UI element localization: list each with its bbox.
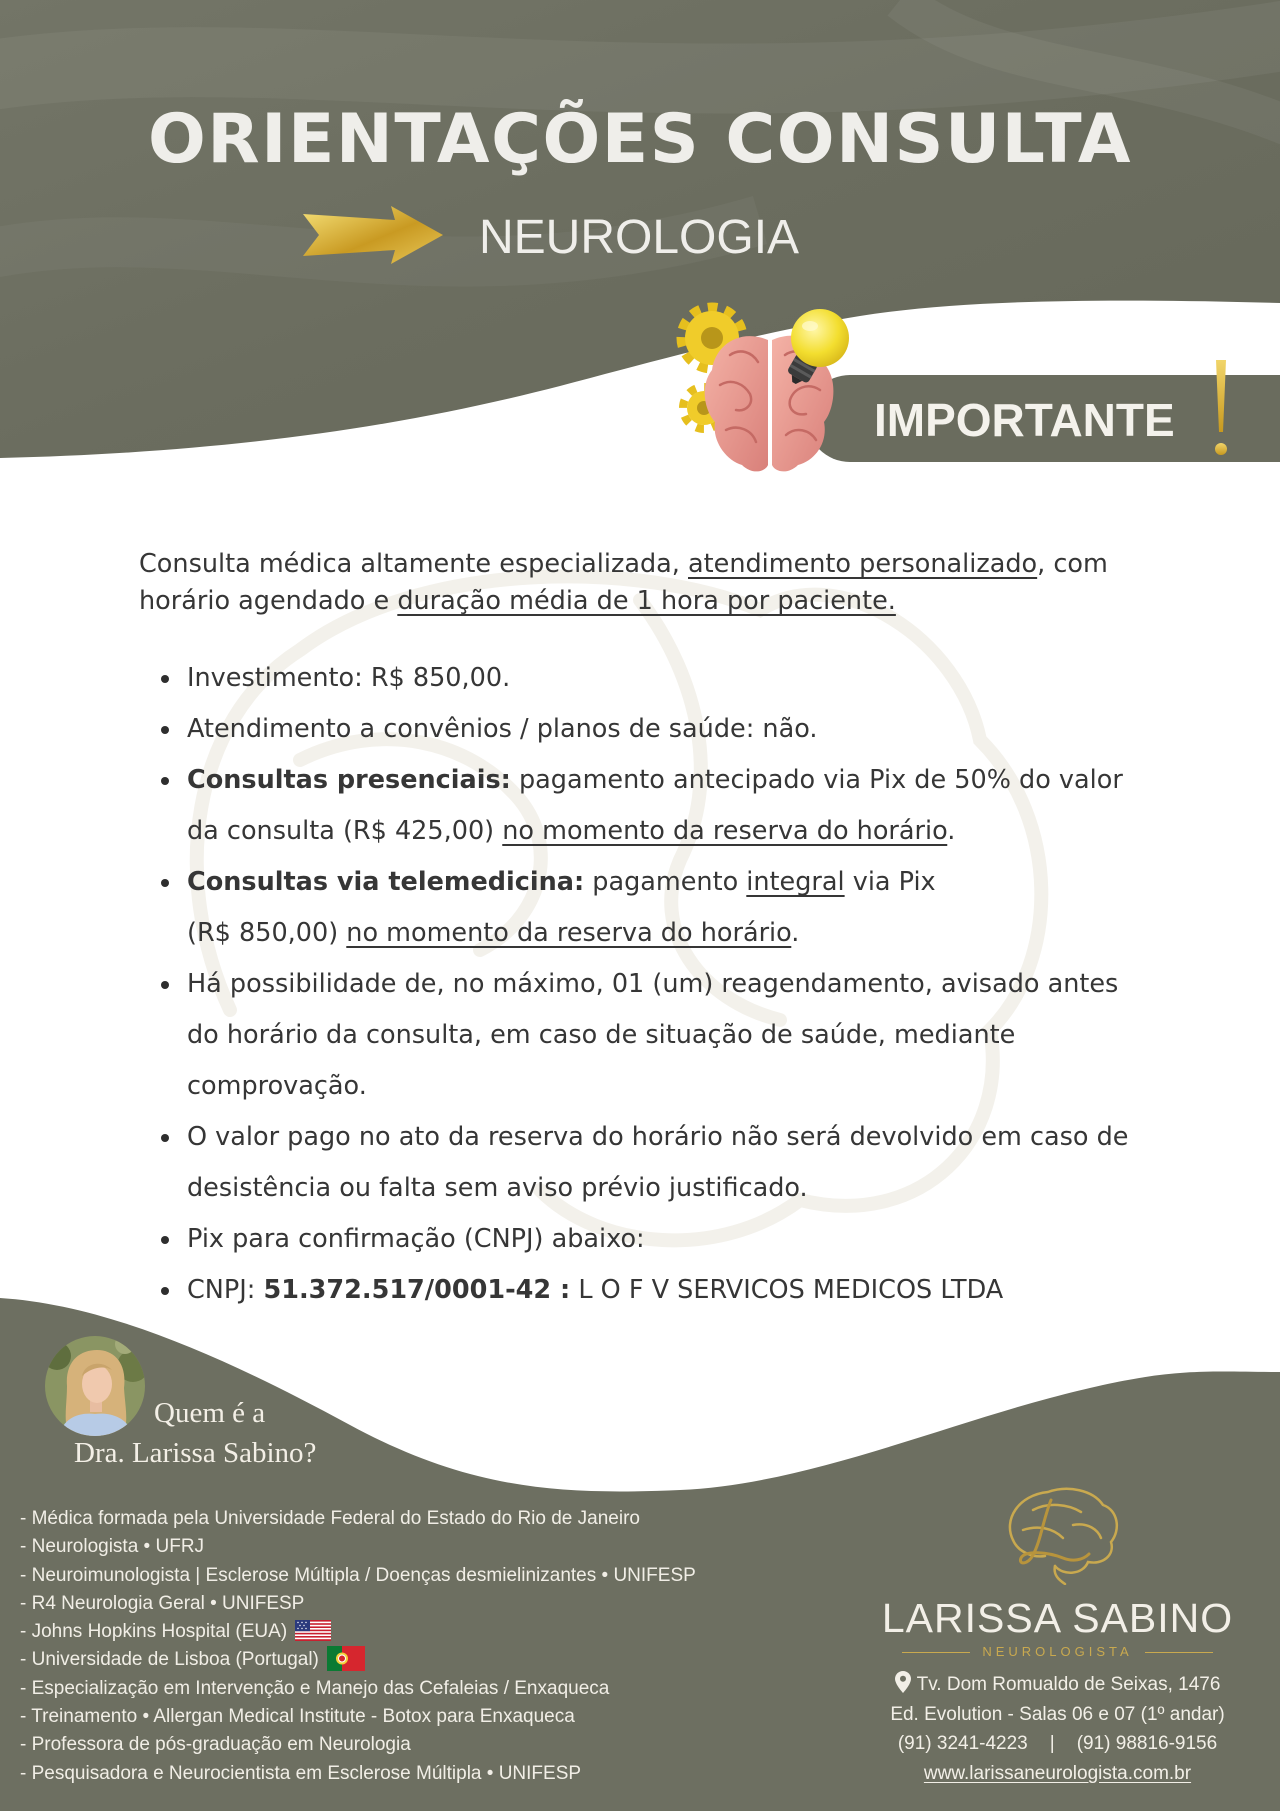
bullet-text: Atendimento a convênios / planos de saúde: não. — [187, 714, 818, 744]
phone-numbers — [840, 1732, 1275, 1756]
portugal-flag-icon — [327, 1646, 365, 1671]
bullet-text: L O F V SERVICOS MEDICOS LTDA — [570, 1275, 1004, 1305]
address-line1 — [840, 1673, 1275, 1697]
credential-item — [20, 1505, 696, 1533]
website — [840, 1762, 1275, 1786]
bullet-text: Investimento: R$ 850,00. — [187, 663, 511, 693]
credential-item — [20, 1675, 696, 1703]
bullet-item-continuation — [0, 1163, 1280, 1214]
bullet-text: (R$ 850,00) — [187, 918, 347, 948]
bullet-item-continuation — [0, 908, 1280, 959]
bullet-text: . — [947, 816, 956, 846]
intro-text-underlined: duração média de 1 hora por paciente. — [397, 586, 896, 616]
about-heading-line1: Quem é a — [154, 1397, 266, 1429]
credential-item — [20, 1646, 696, 1674]
bullet-item-continuation — [0, 1061, 1280, 1112]
page-subtitle: NEUROLOGIA — [479, 211, 800, 264]
credential-text: - R4 Neurologia Geral • UNIFESP — [20, 1592, 305, 1614]
bullet-item-continuation — [0, 806, 1280, 857]
address-line2: Ed. Evolution - Salas 06 e 07 (1º andar) — [890, 1704, 1225, 1725]
brain-logo-icon — [993, 1480, 1123, 1585]
brand-name: LARISSA SABINO — [881, 1595, 1234, 1641]
brand-tagline: NEUROLOGISTA — [982, 1644, 1133, 1659]
bullet-dot-icon — [161, 675, 169, 683]
credential-item — [20, 1590, 696, 1618]
credential-text: - Pesquisadora e Neurocientista em Esclerose Múltipla • UNIFESP — [20, 1762, 582, 1784]
credential-item — [20, 1562, 696, 1590]
credential-text: - Universidade de Lisboa (Portugal) — [20, 1649, 319, 1671]
bullet-text-underlined: no momento da reserva do horário — [346, 918, 792, 948]
bullet-dot-icon — [161, 1134, 169, 1142]
credential-text: - Johns Hopkins Hospital (EUA) — [20, 1621, 288, 1643]
bullet-item-continuation — [0, 1010, 1280, 1061]
important-label: IMPORTANTE — [874, 394, 1175, 446]
bullet-list — [0, 653, 1280, 1316]
brand-tagline-row — [840, 1643, 1275, 1661]
credential-item — [20, 1760, 696, 1788]
bullet-text: da consulta (R$ 425,00) — [187, 816, 503, 846]
intro-text: Consulta médica altamente especializada, — [139, 549, 688, 579]
credential-text: - Médica formada pela Universidade Federal do Estado do Rio de Janeiro — [20, 1508, 640, 1529]
arrow-right-icon — [303, 206, 443, 264]
address-line1-text: Tv. Dom Romualdo de Seixas, 1476 — [916, 1674, 1221, 1695]
credentials-list — [20, 1505, 696, 1788]
bullet-text-bold: Consultas via telemedicina: — [187, 867, 585, 897]
credential-item — [20, 1618, 696, 1646]
credential-text: - Neuroimunologista | Esclerose Múltipla / Doenças desmielinizantes • UNIFESP — [20, 1564, 696, 1586]
bullet-item — [0, 1214, 1280, 1265]
bullet-text: Pix para confirmação (CNPJ) abaixo: — [187, 1224, 645, 1254]
phone-separator: | — [1049, 1733, 1055, 1754]
location-pin-icon — [895, 1671, 911, 1693]
bullet-dot-icon — [161, 981, 169, 989]
page-title: ORIENTAÇÕES CONSULTA — [148, 100, 1132, 179]
intro-text: , com — [1037, 549, 1108, 579]
phone-1: (91) 3241-4223 — [897, 1733, 1028, 1754]
bullet-text: pagamento antecipado via Pix de 50% do valor — [510, 765, 1123, 795]
phone-2: (91) 98816-9156 — [1076, 1733, 1218, 1754]
bullet-text: via Pix — [844, 867, 936, 897]
intro-line — [139, 583, 1108, 620]
bullet-text: desistência ou falta sem aviso prévio justificado. — [187, 1173, 808, 1203]
credential-item — [20, 1731, 696, 1759]
intro-text-underlined: atendimento personalizado — [688, 549, 1038, 579]
bullet-text: comprovação. — [187, 1071, 367, 1101]
bullet-item — [0, 653, 1280, 704]
intro-line — [139, 546, 1108, 583]
credential-text: - Treinamento • Allergan Medical Institute - Botox para Enxaqueca — [20, 1706, 575, 1728]
credential-item — [20, 1533, 696, 1561]
bullet-dot-icon — [161, 879, 169, 887]
avatar — [45, 1336, 145, 1436]
bullet-dot-icon — [161, 777, 169, 785]
credential-text: - Professora de pós-graduação em Neurologia — [20, 1734, 411, 1756]
us-flag-icon — [295, 1620, 331, 1641]
bullet-text: O valor pago no ato da reserva do horário não será devolvido em caso de — [187, 1122, 1129, 1152]
bullet-text-bold: Consultas presenciais: — [187, 765, 511, 795]
credential-text: - Neurologista • UFRJ — [20, 1536, 205, 1558]
bullet-text: do horário da consulta, em caso de situação de saúde, mediante — [187, 1020, 1016, 1050]
bullet-dot-icon — [161, 1236, 169, 1244]
bullet-text: pagamento — [584, 867, 747, 897]
intro-text: horário agendado e — [139, 586, 398, 616]
intro-paragraph — [139, 546, 1108, 620]
bullet-text: Há possibilidade de, no máximo, 01 (um) reagendamento, avisado antes — [187, 969, 1119, 999]
bullet-text-underlined: no momento da reserva do horário — [502, 816, 948, 846]
tagline-divider-right — [1145, 1652, 1213, 1653]
bullet-text-underlined: integral — [746, 867, 845, 897]
bullet-item — [0, 1112, 1280, 1163]
bullet-item — [0, 755, 1280, 806]
bullet-dot-icon — [161, 726, 169, 734]
bullet-item — [0, 959, 1280, 1010]
tagline-divider-left — [902, 1652, 970, 1653]
bullet-text: CNPJ: — [187, 1275, 264, 1305]
website-link[interactable]: www.larissaneurologista.com.br — [923, 1763, 1192, 1784]
about-heading-line2: Dra. Larissa Sabino? — [74, 1437, 317, 1469]
credential-item — [20, 1703, 696, 1731]
brain-gears-lightbulb-icon — [670, 300, 860, 482]
credential-text: - Especialização em Intervenção e Manejo das Cefaleias / Enxaqueca — [20, 1677, 610, 1699]
bullet-item — [0, 857, 1280, 908]
bullet-text: . — [791, 918, 800, 948]
bullet-text-bold: 51.372.517/0001-42 : — [263, 1275, 571, 1305]
bullet-item — [0, 704, 1280, 755]
exclamation-icon — [1210, 360, 1232, 460]
